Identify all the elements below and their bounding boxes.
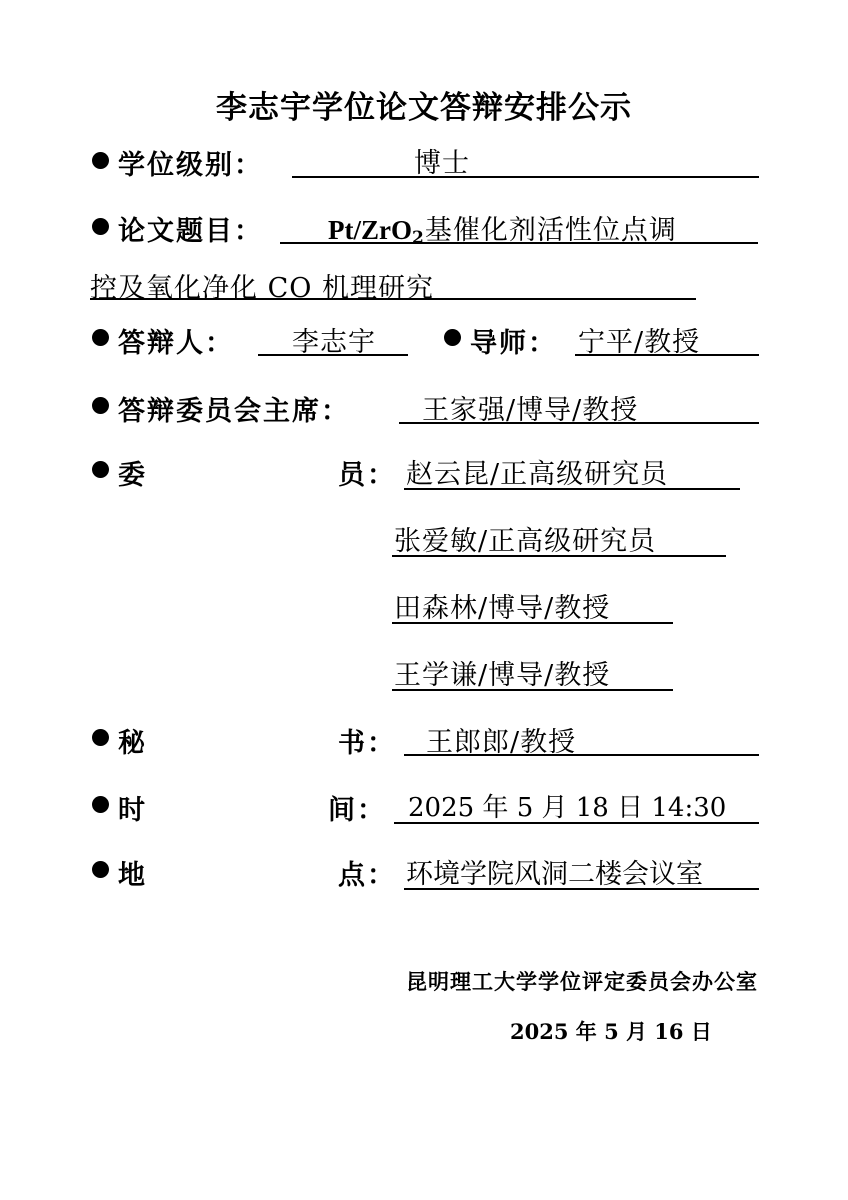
degree-level-underline [292, 176, 759, 178]
bullet-icon [444, 329, 461, 346]
footer-organization: 昆明理工大学学位评定委员会办公室 [406, 969, 758, 994]
committee-chair-label: 答辩委员会主席： [118, 396, 350, 427]
defender-value: 李志宇 [292, 327, 376, 358]
thesis-title-formula: Pt/ZrO [328, 215, 412, 245]
committee-member-3-underline [392, 622, 673, 624]
bullet-icon [92, 152, 109, 169]
advisor-label: 导师： [470, 328, 557, 359]
thesis-title-rest: 基催化剂活性位点调 [424, 215, 677, 246]
thesis-title-value-line2: 控及氧化净化 CO 机理研究 [90, 273, 434, 304]
bullet-icon [92, 218, 109, 235]
advisor-value: 宁平/教授 [578, 327, 701, 358]
committee-member-2-underline [392, 555, 726, 557]
committee-member-1-underline [404, 488, 740, 490]
degree-level-value: 博士 [414, 148, 470, 179]
location-label-2: 点： [338, 860, 396, 891]
bullet-icon [92, 461, 109, 478]
bullet-icon [92, 796, 109, 813]
thesis-title-subscript: 2 [411, 228, 425, 248]
committee-member-3: 田森林/博导/教授 [394, 593, 611, 624]
defender-label: 答辩人： [118, 328, 234, 359]
thesis-title-label: 论文题目： [118, 216, 263, 247]
location-value: 环境学院风洞二楼会议室 [406, 859, 703, 890]
time-label-2: 间： [328, 795, 386, 826]
committee-member-2: 张爱敏/正高级研究员 [394, 526, 657, 557]
time-value: 2025 年 5 月 18 日 14:30 [408, 793, 727, 823]
committee-chair-value: 王家强/博导/教授 [422, 395, 639, 426]
thesis-title-value-line1 [328, 208, 677, 248]
bullet-icon [92, 397, 109, 414]
time-label-1: 时 [118, 795, 147, 826]
bullet-icon [92, 861, 109, 878]
location-label-1: 地 [118, 860, 147, 891]
footer-date: 2025 年 5 月 16 日 [510, 1019, 712, 1044]
thesis-title-underline-2 [90, 298, 696, 300]
committee-members-label-2: 员： [338, 460, 396, 491]
bullet-icon [92, 329, 109, 346]
secretary-label-1: 秘 [118, 728, 147, 759]
secretary-label-2: 书： [338, 728, 396, 759]
page-title: 李志宇学位论文答辩安排公示 [216, 90, 632, 126]
degree-level-label: 学位级别： [118, 150, 263, 181]
secretary-value: 王郎郎/教授 [426, 727, 577, 758]
committee-member-1: 赵云昆/正高级研究员 [406, 459, 669, 490]
bullet-icon [92, 729, 109, 746]
committee-members-label-1: 委 [118, 460, 147, 491]
committee-member-4: 王学谦/博导/教授 [394, 660, 611, 691]
committee-member-4-underline [392, 689, 673, 691]
